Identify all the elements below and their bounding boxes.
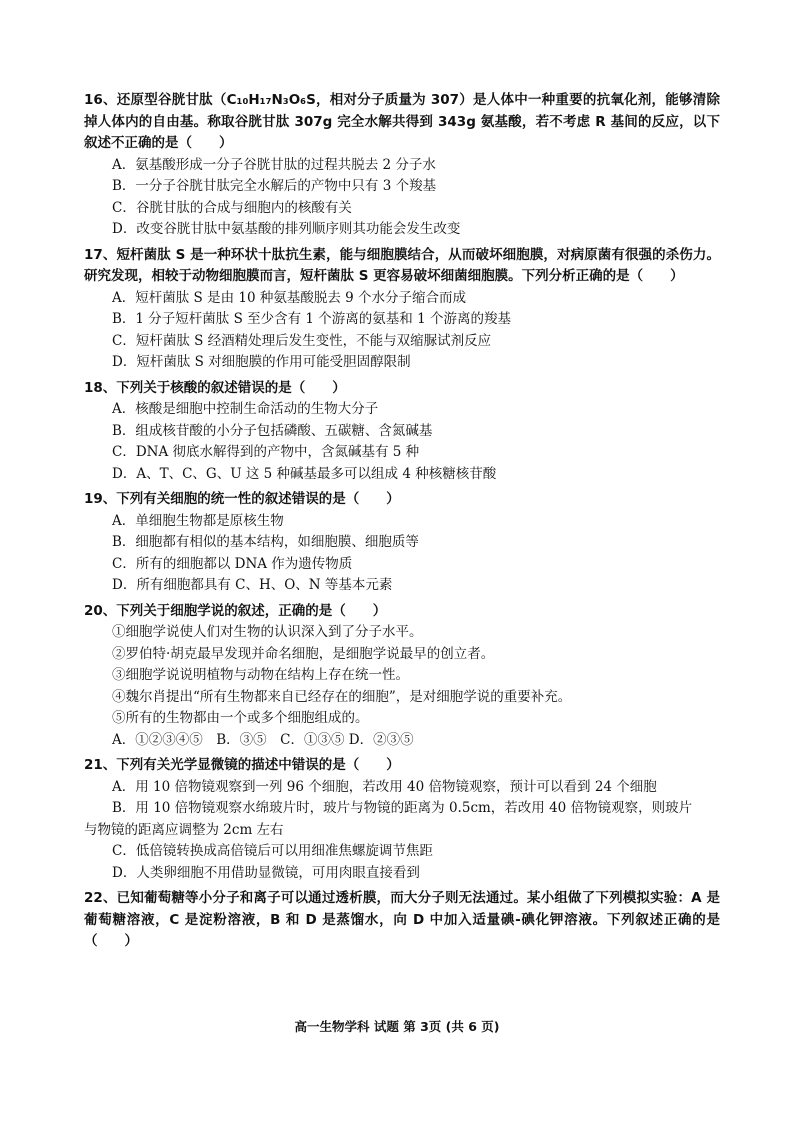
question-16-stem: 16、还原型谷胱甘肽（C₁₀H₁₇N₃O₆S，相对分子质量为 307）是人体中一种重要的抗氧化剂，能够清除掉人体内的自由基。称取谷胱甘肽 307g 完全水解共得到 343g 氨基酸，若不考虑 R 基间的反应，以下叙述不正确的是（ ）	[84, 92, 720, 151]
option-a: A．核酸是细胞中控制生命活动的生物大分子	[112, 401, 379, 417]
option-b-continued: 与物镜的距离应调整为 2cm 左右	[84, 821, 284, 838]
statement-2: ②罗伯特·胡克最早发现并命名细胞，是细胞学说最早的创立者。	[112, 645, 495, 662]
statement-4: ④魏尔肖提出“所有生物都来自已经存在的细胞”，是对细胞学说的重要补充。	[112, 688, 572, 705]
option-a: A．用 10 倍物镜观察到一列 96 个细胞，若改用 40 倍物镜观察，预计可以看到 24 个细胞	[112, 778, 657, 795]
option-d: D．改变谷胱甘肽中氨基酸的排列顺序则其功能会发生改变	[112, 221, 461, 237]
question-18	[84, 378, 720, 486]
question-21-options	[84, 777, 720, 885]
option-c: C．所有的细胞都以 DNA 作为遗传物质	[112, 555, 353, 572]
question-21-stem: 21、下列有关光学显微镜的描述中错误的是（ ）	[84, 757, 400, 773]
option-b: B．用 10 倍物镜观察水绵玻片时，玻片与物镜的距离为 0.5cm，若改用 40 倍物镜观察，则玻片	[112, 800, 693, 816]
option-c: C．谷胱甘肽的合成与细胞内的核酸有关	[112, 199, 352, 216]
option-a: A．氨基酸形成一分子谷胱甘肽的过程共脱去 2 分子水	[112, 156, 436, 173]
question-19	[84, 489, 720, 597]
question-16-options	[84, 155, 720, 241]
question-17-stem: 17、短杆菌肽 S 是一种环状十肽抗生素，能与细胞膜结合，从而破坏细胞膜，对病原菌有很强的杀伤力。研究发现，相较于动物细胞膜而言，短杆菌肽 S 更容易破坏细菌细胞膜。下列分析正确的是（ ）	[84, 246, 720, 284]
question-18-stem: 18、下列关于核酸的叙述错误的是（ ）	[84, 379, 346, 396]
option-a: A．单细胞生物都是原核生物	[112, 512, 284, 529]
question-20-choices: A．①②③④⑤ B．③⑤ C．①③⑤ D．②③⑤	[112, 731, 414, 748]
question-17-options	[84, 288, 720, 374]
question-18-options	[84, 399, 720, 485]
question-19-stem: 19、下列有关细胞的统一性的叙述错误的是（ ）	[84, 491, 400, 507]
option-c: C．DNA 彻底水解得到的产物中，含氮碱基有 5 种	[112, 444, 420, 460]
option-d: D．短杆菌肽 S 对细胞膜的作用可能受胆固醇限制	[112, 354, 411, 370]
option-a: A．短杆菌肽 S 是由 10 种氨基酸脱去 9 个水分子缩合而成	[112, 289, 467, 306]
option-d: D．所有细胞都具有 C、H、O、N 等基本元素	[112, 577, 393, 593]
question-16	[84, 90, 720, 241]
option-c: C．低倍镜转换成高倍镜后可以用细准焦螺旋调节焦距	[112, 843, 433, 859]
option-d: D．A、T、C、G、U 这 5 种碱基最多可以组成 4 种核糖核苷酸	[112, 465, 497, 482]
question-20-stem: 20、下列关于细胞学说的叙述，正确的是（ ）	[84, 602, 387, 619]
statement-3: ③细胞学说说明植物与动物在结构上存在统一性。	[112, 667, 409, 683]
question-20	[84, 601, 720, 752]
question-19-options	[84, 511, 720, 597]
option-b: B．组成核苷酸的小分子包括磷酸、五碳糖、含氮碱基	[112, 422, 433, 439]
option-b: B．1 分子短杆菌肽 S 至少含有 1 个游离的氨基和 1 个游离的羧基	[112, 311, 511, 327]
option-c: C．短杆菌肽 S 经酒精处理后发生变性，不能与双缩脲试剂反应	[112, 332, 492, 349]
option-b: B．细胞都有相似的基本结构，如细胞膜、细胞质等	[112, 534, 419, 550]
statement-1: ①细胞学说使人们对生物的认识深入到了分子水平。	[112, 624, 423, 640]
option-b: B．一分子谷胱甘肽完全水解后的产物中只有 3 个羧基	[112, 178, 437, 194]
question-21	[84, 755, 720, 884]
statement-5: ⑤所有的生物都由一个或多个细胞组成的。	[112, 710, 369, 726]
page-footer: 高一生物学科 试题 第 3页 (共 6 页)	[294, 1019, 500, 1034]
question-17	[84, 245, 720, 374]
question-22	[84, 888, 720, 953]
option-d: D．人类卵细胞不用借助显微镜，可用肉眼直接看到	[112, 864, 420, 881]
question-list	[84, 90, 720, 957]
question-22-stem: 22、已知葡萄糖等小分子和离子可以通过透析膜，而大分子则无法通过。某小组做了下列模拟实验：A 是葡萄糖溶液，C 是淀粉溶液，B 和 D 是蒸馏水，向 D 中加入适量碘-碘化钾溶液。下列叙述正确的是（ ）	[84, 890, 720, 949]
